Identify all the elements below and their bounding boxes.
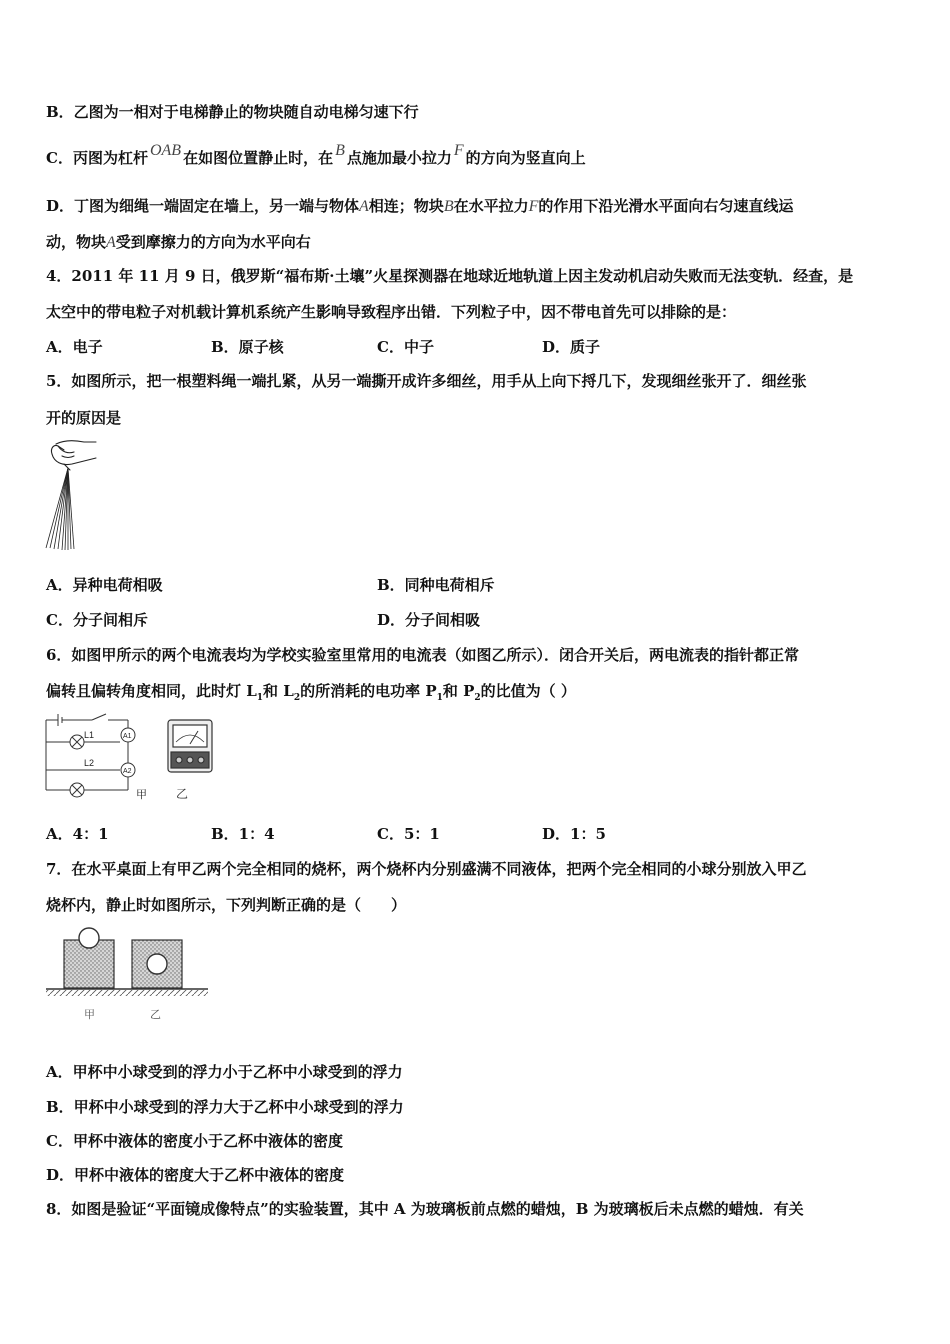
q5-stem-line1: 5．如图所示，把一根塑料绳一端扎紧，从另一端撕开成许多细丝，用手从上向下捋几下，发现细丝张开了．细丝张 bbox=[46, 372, 807, 390]
q6-stem-line1: 6．如图甲所示的两个电流表均为学校实验室里常用的电流表（如图乙所示）．闭合开关后，两电流表的指针都正常 bbox=[46, 646, 799, 664]
q6-label-l2: L2 bbox=[84, 758, 95, 768]
q8-stem-line1: 8．如图是验证“平面镜成像特点”的实验装置，其中 A 为玻璃板前点燃的蜡烛，B 为玻璃板后未点燃的蜡烛．有关 bbox=[46, 1200, 804, 1218]
q3-option-d-line2 bbox=[46, 232, 311, 253]
q5-stem-line2: 开的原因是 bbox=[46, 409, 122, 427]
q6-label-yi: 乙 bbox=[176, 787, 189, 801]
q6-text-2: 和 L bbox=[263, 682, 294, 700]
q3-d-var-a: A bbox=[359, 198, 369, 215]
q6-text-3: 的所消耗的电功率 P bbox=[300, 682, 437, 700]
q7-option-c: C．甲杯中液体的密度小于乙杯中液体的密度 bbox=[46, 1132, 343, 1150]
q5-option-c: C．分子间相斥 bbox=[46, 611, 148, 629]
q3-option-b: B．乙图为一相对于电梯静止的物块随自动电梯匀速下行 bbox=[46, 103, 419, 121]
q6-stem-line2 bbox=[46, 681, 576, 708]
q3-d-var-f: F bbox=[528, 198, 539, 215]
q3-option-c bbox=[46, 142, 586, 169]
q4-stem-line1: 4．2011 年 11 月 9 日，俄罗斯“福布斯·土壤”火星探测器在地球近地轨道上因主发动机启动失败而无法变轨．经查，是 bbox=[46, 267, 854, 285]
q5-option-b: B．同种电荷相斥 bbox=[377, 576, 495, 594]
q4-option-c: C．中子 bbox=[377, 338, 434, 356]
q6-label-a2: A2 bbox=[123, 768, 132, 775]
q7-label-yi: 乙 bbox=[150, 1009, 161, 1021]
q5-hand-strands-figure bbox=[44, 438, 102, 552]
q7-stem-line2: 烧杯内，静止时如图所示，下列判断正确的是（ ） bbox=[46, 896, 407, 914]
q7-beakers-figure bbox=[44, 922, 210, 1028]
q6-text-4: 和 P bbox=[442, 682, 475, 700]
q7-label-jia: 甲 bbox=[84, 1009, 95, 1021]
q3-d-text-5: 动，物块 bbox=[46, 233, 107, 251]
q6-circuit-figure bbox=[44, 712, 154, 804]
q3-c-var-f: F bbox=[453, 142, 464, 159]
q3-d-var-b: B bbox=[443, 198, 454, 215]
q6-text-5: 的比值为（ ） bbox=[480, 682, 576, 700]
q7-option-b: B．甲杯中小球受到的浮力大于乙杯中小球受到的浮力 bbox=[46, 1098, 404, 1116]
q3-c-var-b: B bbox=[335, 142, 345, 159]
q4-option-a: A．电子 bbox=[46, 338, 103, 356]
q7-stem-line1: 7．在水平桌面上有甲乙两个完全相同的烧杯，两个烧杯内分别盛满不同液体，把两个完全相同的小球分别放入甲乙 bbox=[46, 860, 807, 878]
q6-text-1: 偏转且偏转角度相同，此时灯 L bbox=[46, 682, 257, 700]
q3-c-var-oab: OAB bbox=[149, 142, 182, 159]
q3-d-text-2: 相连；物块 bbox=[368, 197, 444, 215]
q6-sub-1: 1 bbox=[256, 693, 264, 703]
q4-option-b: B．原子核 bbox=[211, 338, 284, 356]
q6-label-l1: L1 bbox=[84, 730, 95, 740]
q6-label-jia: 甲 bbox=[136, 789, 147, 801]
q6-option-d: D．1：5 bbox=[542, 825, 606, 843]
q3-d-text-4: 的作用下沿光滑水平面向右匀速直线运 bbox=[538, 197, 794, 215]
q3-d-var-a2: A bbox=[106, 234, 116, 251]
q6-option-a: A．4：1 bbox=[46, 825, 109, 843]
q7-option-d: D．甲杯中液体的密度大于乙杯中液体的密度 bbox=[46, 1166, 345, 1184]
q5-option-d: D．分子间相吸 bbox=[377, 611, 481, 629]
q3-c-text-3: 点施加最小拉力 bbox=[346, 149, 452, 167]
q6-sub-3: 1 bbox=[436, 693, 443, 703]
q6-ammeter-figure bbox=[162, 716, 222, 804]
q4-option-d: D．质子 bbox=[542, 338, 601, 356]
q3-d-text-1: D．丁图为细绳一端固定在墙上，另一端与物体 bbox=[46, 197, 360, 215]
q6-sub-2: 2 bbox=[293, 693, 301, 703]
q3-d-text-3: 在水平拉力 bbox=[453, 197, 529, 215]
q6-sub-4: 2 bbox=[474, 693, 481, 703]
q5-option-a: A．异种电荷相吸 bbox=[46, 576, 163, 594]
q3-c-text-1: C．丙图为杠杆 bbox=[46, 149, 148, 167]
q3-c-text-2: 在如图位置静止时，在 bbox=[183, 149, 334, 167]
q7-option-a: A．甲杯中小球受到的浮力小于乙杯中小球受到的浮力 bbox=[46, 1063, 403, 1081]
q4-stem-line2: 太空中的带电粒子对机载计算机系统产生影响导致程序出错．下列粒子中，因不带电首先可以排除的是： bbox=[46, 303, 737, 321]
q3-c-text-4: 的方向为竖直向上 bbox=[465, 149, 586, 167]
q6-option-c: C．5：1 bbox=[377, 825, 440, 843]
q6-label-a1: A1 bbox=[123, 733, 132, 740]
q3-d-text-6: 受到摩擦力的方向为水平向右 bbox=[115, 233, 311, 251]
q3-option-d-line1 bbox=[46, 196, 793, 217]
q6-option-b: B．1：4 bbox=[211, 825, 275, 843]
